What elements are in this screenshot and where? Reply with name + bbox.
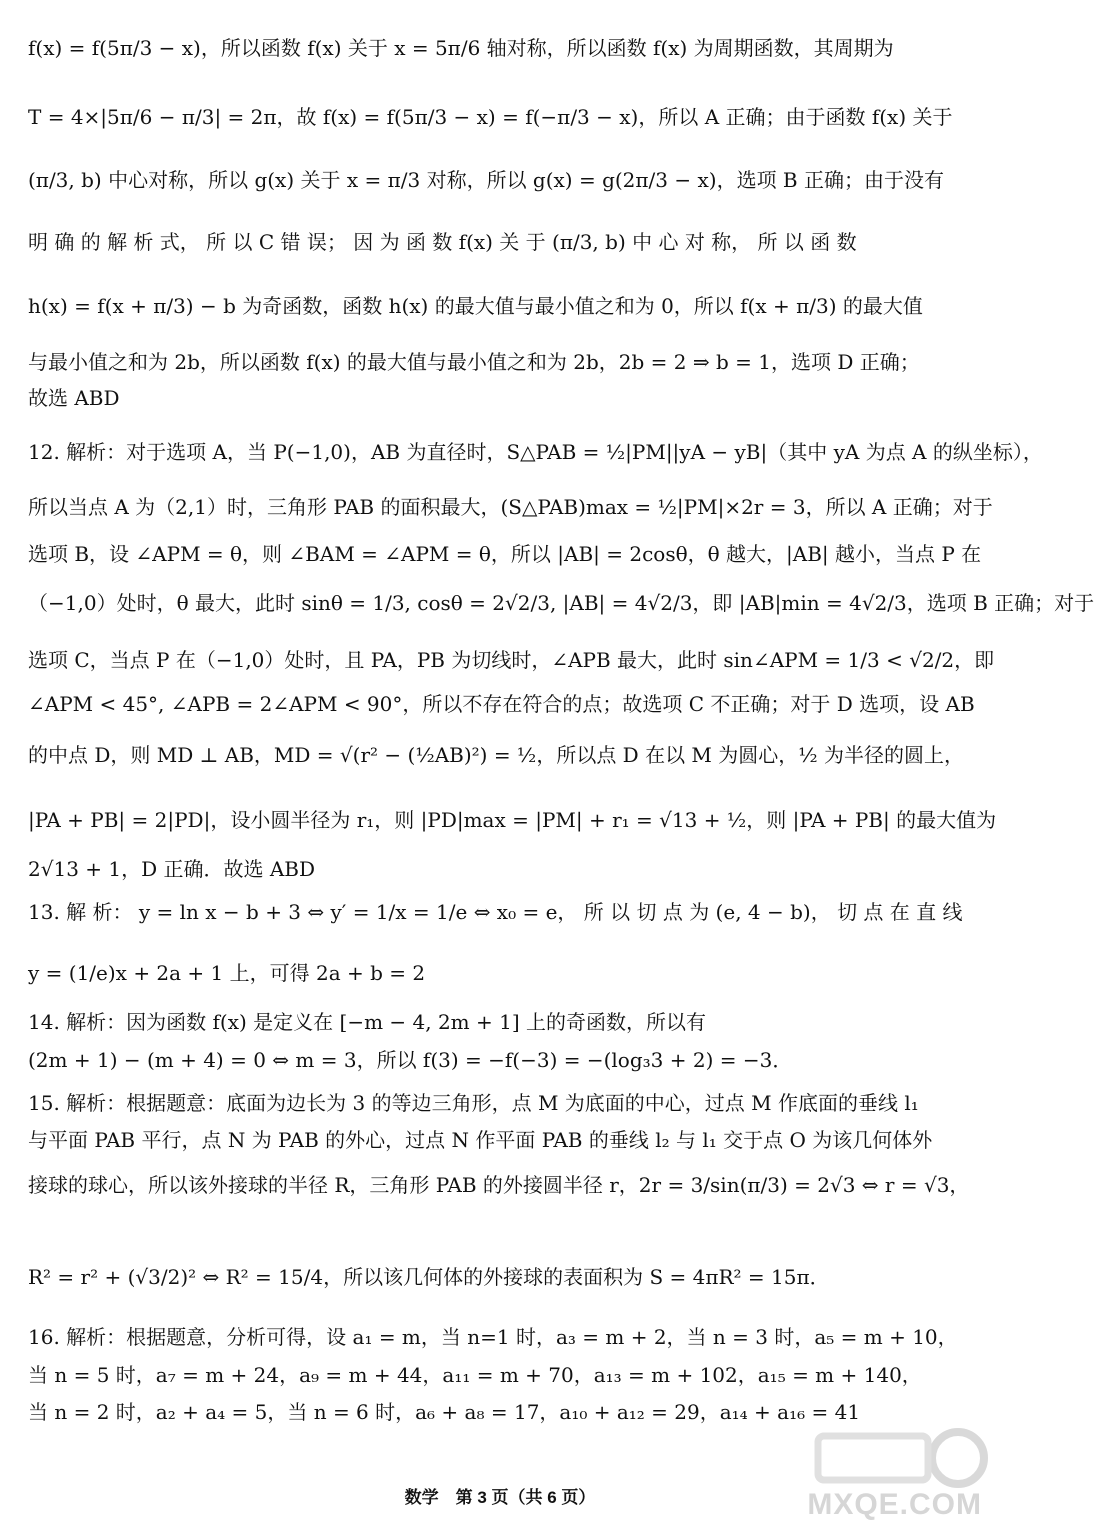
solution-16-line: 16. 解析：根据题意，分析可得，设 a₁ = m，当 n=1 时，a₃ = m + 2，当 n = 3 时，a₅ = m + 10， xyxy=(28,1325,958,1349)
text-line: 与平面 PAB 平行，点 N 为 PAB 的外心，过点 N 作平面 PAB 的垂线 l₂ 与 l₁ 交于点 O 为该几何体外 xyxy=(28,1128,933,1152)
text-line: 接球的球心，所以该外接球的半径 R，三角形 PAB 的外接圆半径 r，2r = 3/sin(π/3) = 2√3 ⇔ r = √3， xyxy=(28,1173,970,1197)
text-line: 所以当点 A 为（2,1）时，三角形 PAB 的面积最大，(S△PAB)max = ½|PM|×2r = 3，所以 A 正确；对于 xyxy=(28,495,993,519)
text-line: R² = r² + (√3/2)² ⇔ R² = 15/4，所以该几何体的外接球的表面积为 S = 4πR² = 15π． xyxy=(28,1265,830,1289)
text-line: f(x) = f(5π/3 − x)，所以函数 f(x) 关于 x = 5π/6 轴对称，所以函数 f(x) 为周期函数，其周期为 xyxy=(28,36,894,60)
text-line: 当 n = 5 时，a₇ = m + 24，a₉ = m + 44，a₁₁ = m + 70，a₁₃ = m + 102，a₁₅ = m + 140， xyxy=(28,1363,922,1387)
text-line: |PA + PB| = 2|PD|，设小圆半径为 r₁，则 |PD|max = |PM| + r₁ = √13 + ½，则 |PA + PB| 的最大值为 xyxy=(28,808,997,832)
text-line: y = (1/e)x + 2a + 1 上，可得 2a + b = 2 xyxy=(28,961,426,985)
solution-14-line: 14. 解析：因为函数 f(x) 是定义在 [−m − 4, 2m + 1] 上的奇函数，所以有 xyxy=(28,1010,707,1034)
solution-13-line: 13. 解 析： y = ln x − b + 3 ⇔ y′ = 1/x = 1/e ⇔ x₀ = e， 所 以 切 点 为 (e, 4 − b)， 切 点 在 直 线 xyxy=(28,900,963,924)
text-line: 明 确 的 解 析 式， 所 以 C 错 误； 因 为 函 数 f(x) 关 于 (π/3, b) 中 心 对 称， 所 以 函 数 xyxy=(28,230,857,254)
solution-12-line: 12. 解析：对于选项 A，当 P(−1,0)，AB 为直径时，S△PAB = ½|PM||yA − yB|（其中 yA 为点 A 的纵坐标）， xyxy=(28,440,1043,464)
text-line: T = 4×|5π/6 − π/3| = 2π，故 f(x) = f(5π/3 − x) = f(−π/3 − x)，所以 A 正确；由于函数 f(x) 关于 xyxy=(28,105,953,129)
text-line: 与最小值之和为 2b，所以函数 f(x) 的最大值与最小值之和为 2b，2b = 2 ⇒ b = 1，选项 D 正确； xyxy=(28,350,920,374)
text-line: h(x) = f(x + π/3) − b 为奇函数，函数 h(x) 的最大值与最小值之和为 0，所以 f(x + π/3) 的最大值 xyxy=(28,294,923,318)
watermark-text: MXQE.COM xyxy=(807,1488,982,1521)
text-line: 故选 ABD xyxy=(28,386,120,410)
text-line: 2√13 + 1，D 正确．故选 ABD xyxy=(28,857,316,881)
page-footer: 数学 第 3 页（共 6 页） xyxy=(404,1488,596,1507)
text-line: (π/3, b) 中心对称，所以 g(x) 关于 x = π/3 对称，所以 g(x) = g(2π/3 − x)，选项 B 正确；由于没有 xyxy=(28,168,944,192)
text-line: ∠APM < 45°, ∠APB = 2∠APM < 90°，所以不存在符合的点；故选项 C 不正确；对于 D 选项，设 AB xyxy=(28,692,975,716)
text-line: 当 n = 2 时，a₂ + a₄ = 5，当 n = 6 时，a₆ + a₈ = 17，a₁₀ + a₁₂ = 29，a₁₄ + a₁₆ = 41 xyxy=(28,1400,861,1424)
text-line: 选项 C，当点 P 在（−1,0）处时，且 PA，PB 为切线时，∠APB 最大，此时 sin∠APM = 1/3 < √2/2，即 xyxy=(28,648,995,672)
solution-15-line: 15. 解析：根据题意：底面为边长为 3 的等边三角形，点 M 为底面的中心，过点 M 作底面的垂线 l₁ xyxy=(28,1091,919,1115)
text-line: （−1,0）处时，θ 最大，此时 sinθ = 1/3, cosθ = 2√2/3, |AB| = 4√2/3，即 |AB|min = 4√2/3，选项 B 正确；对于 xyxy=(28,591,1094,615)
text-line: 的中点 D，则 MD ⊥ AB，MD = √(r² − (½AB)²) = ½，所以点 D 在以 M 为圆心，½ 为半径的圆上， xyxy=(28,743,965,767)
text-line: (2m + 1) − (m + 4) = 0 ⇔ m = 3，所以 f(3) = −f(−3) = −(log₃3 + 2) = −3． xyxy=(28,1048,793,1072)
text-line: 选项 B，设 ∠APM = θ，则 ∠BAM = ∠APM = θ，所以 |AB| = 2cosθ，θ 越大，|AB| 越小，当点 P 在 xyxy=(28,542,982,566)
